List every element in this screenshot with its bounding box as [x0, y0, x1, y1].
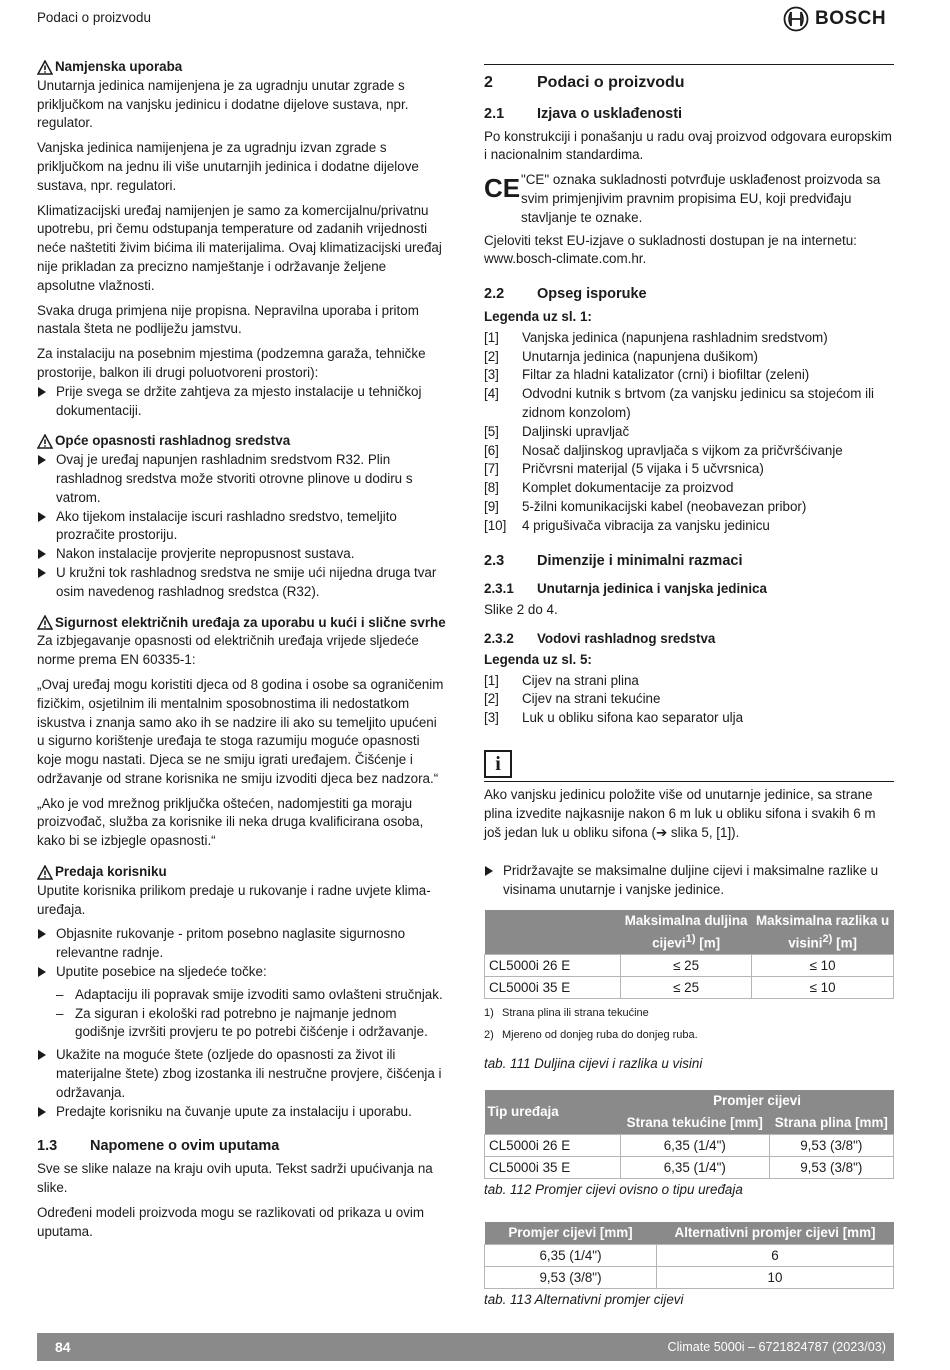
- table-header-max-length: [621, 910, 752, 955]
- legend-item: [484, 329, 894, 348]
- list-item: Prije svega se držite zahtjeva za mjesto instalacije u tehničkoj dokumentaciji.: [37, 383, 447, 421]
- legend-text: Komplet dokumentacije za proizvod: [522, 480, 734, 496]
- section-title: Podaci o proizvodu: [537, 74, 685, 91]
- bosch-armature-icon: [783, 6, 809, 32]
- legend-list: [484, 672, 894, 728]
- section-heading-2-3: [484, 552, 894, 571]
- list-item: Ako tijekom instalacije iscuri rashladno sredstvo, temeljito prozračite prostoriju.: [37, 508, 447, 546]
- legend-item: [484, 672, 894, 691]
- legend-list: [484, 329, 894, 536]
- warning-icon: [37, 60, 53, 75]
- paragraph: Određeni modeli proizvoda mogu se razlikovati od prikaza u ovim uputama.: [37, 1204, 425, 1239]
- list-item: Pridržavajte se maksimalne duljine cijevi i maksimalne razlike u visinama unutarnje i vanjske jedinice.: [484, 862, 894, 900]
- table-header-liquid-side: Strana tekućine [mm]: [621, 1112, 770, 1135]
- legend-item: [484, 709, 894, 728]
- table-row: [485, 955, 894, 977]
- legend-item: [484, 442, 894, 461]
- legend-text: Filtar za hladni katalizator (crni) i biofiltar (zeleni): [522, 367, 810, 383]
- table-row: [485, 1244, 894, 1266]
- warning-heading-refrigerant: [37, 432, 447, 451]
- legend-text: Daljinski upravljač: [522, 423, 630, 439]
- bullet-list: [37, 383, 447, 421]
- section-heading-1-3: [37, 1137, 447, 1156]
- legend-item: [484, 460, 894, 479]
- legend-item: [484, 690, 894, 709]
- legend-text: Nosač daljinskog upravljača s vijkom za pričvršćivanje: [522, 442, 843, 458]
- list-item-text: Uputite posebice na sljedeće točke:: [56, 964, 267, 980]
- list-item: Ovaj je uređaj napunjen rashladnim sredstvom R32. Plin rashladnog sredstva može stvoriti otrovne plinove u dodiru s vatrom.: [37, 451, 447, 507]
- header-text: visini: [788, 935, 823, 951]
- info-box: [484, 746, 894, 782]
- legend-key: [3]: [484, 367, 499, 383]
- table-caption: tab. 111 Duljina cijevi i razlika u visini: [484, 1056, 703, 1072]
- section-number: 2.1: [484, 105, 505, 122]
- bosch-logo: [783, 6, 886, 32]
- right-column: [484, 64, 894, 1326]
- legend-key: [8]: [484, 480, 499, 496]
- paragraph: „Ovaj uređaj mogu koristiti djeca od 8 godina i osobe sa ograničenim fizičkim, osjetilnim ili mentalnim sposobnostima ili nedostatkom iskustva i znanja samo ako ih se nadzire ili ako su temeljito upućeni u sigurno korištenje uređaja te stoga razumiju moguće opasnosti koje mogu nastati. Djeca se ne smiju igrati uređajem. Čišćenje i održavanje od strane korisnika ne smiju izvoditi djeca bez nadzora.“: [37, 676, 444, 786]
- page-footer: [37, 1333, 894, 1361]
- table-113: [484, 1222, 894, 1289]
- legend-title: Legenda uz sl. 5:: [484, 651, 592, 667]
- paragraph: Slike 2 do 4.: [484, 602, 558, 618]
- legend-key: [5]: [484, 423, 499, 439]
- paragraph: „Ako je vod mrežnog priključka oštećen, nadomjestiti ga moraju proizvođač, služba za korisnike ili neka druga kvalificirana osoba, kako bi se izbjegle opasnosti.“: [37, 795, 424, 849]
- list-item: Objasnite rukovanje - pritom posebno naglasite sigurnosno relevantne radnje.: [37, 925, 447, 963]
- list-item: Predajte korisniku na čuvanje upute za instalaciju i uporabu.: [37, 1103, 447, 1122]
- table-cell: 9,53 (3/8"): [485, 1266, 657, 1288]
- section-number: 2: [484, 74, 493, 91]
- paragraph: Svaka druga primjena nije propisna. Nepravilna uporaba i pritom nastala šteta ne podliježu jamstvu.: [37, 302, 419, 337]
- info-icon: i: [484, 750, 512, 778]
- section-title: Unutarnja jedinica i vanjska jedinica: [537, 581, 767, 597]
- section-number: 1.3: [37, 1138, 58, 1155]
- ce-block: [484, 171, 894, 227]
- legend-item: [484, 385, 894, 423]
- header-text: cijevi: [652, 935, 686, 951]
- section-title: Dimenzije i minimalni razmaci: [537, 552, 743, 569]
- warning-heading-intended-use: [37, 58, 447, 77]
- legend-title: Legenda uz sl. 1:: [484, 308, 592, 324]
- paragraph: Za izbjegavanje opasnosti od električnih uređaja vrijede sljedeće norme prema EN 60335-1:: [37, 633, 419, 668]
- table-header-alt-diameter: Alternativni promjer cijevi [mm]: [657, 1222, 894, 1245]
- paragraph: Vanjska jedinica namijenjena je za ugradnju izvan zgrade s priključkom na jednu ili više unutarnjih jedinica i dodatne dijelove sustava, npr. regulatori.: [37, 140, 419, 193]
- dash-item: – Za siguran i ekološki rad potrebno je najmanje jednom godišnje izvršiti provjeru te po potrebi čišćenje i održavanje.: [37, 1005, 447, 1043]
- table-cell: 6,35 (1/4"): [485, 1244, 657, 1266]
- table-header-max-height: [752, 910, 894, 955]
- section-heading-2-3-2: [484, 630, 894, 649]
- legend-text: 4 prigušivača vibracija za vanjsku jedinicu: [522, 517, 770, 533]
- bullet-list: [37, 1046, 447, 1121]
- legend-key: [10]: [484, 517, 507, 533]
- legend-key: [6]: [484, 442, 499, 458]
- footnote-text: Strana plina ili strana tekućine: [502, 1007, 649, 1020]
- legend-item: [484, 423, 894, 442]
- legend-key: [1]: [484, 672, 499, 688]
- left-column: [37, 58, 447, 1247]
- list-item: Ukažite na moguće štete (ozljede do opasnosti za život ili materijalne štete) zbog izostanka ili nestručne provjere, čišćenja i održavanja.: [37, 1046, 447, 1102]
- legend-text: Unutarnja jedinica (napunjena dušikom): [522, 348, 758, 364]
- footnote-key: 2): [484, 1029, 494, 1042]
- legend-key: [7]: [484, 461, 499, 477]
- table-cell: CL5000i 35 E: [485, 977, 621, 999]
- paragraph: Unutarnja jedinica namijenjena je za ugradnju unutar zgrade s priključkom na vanjsku jedinicu i dodatne dijelove sustava, npr. regulator.: [37, 77, 409, 131]
- warning-icon: [37, 434, 53, 449]
- table-caption: tab. 112 Promjer cijevi ovisno o tipu uređaja: [484, 1182, 743, 1198]
- paragraph: Uputite korisnika prilikom predaje u rukovanje i radne uvjete klima-uređaja.: [37, 882, 431, 917]
- warning-icon: [37, 615, 53, 630]
- section-heading-2: [484, 64, 894, 93]
- legend-text: Vanjska jedinica (napunjena rashladnim sredstvom): [522, 329, 828, 345]
- section-number: 2.3.1: [484, 581, 514, 597]
- heading-text: Opće opasnosti rashladnog sredstva: [55, 433, 291, 449]
- table-row: [485, 1157, 894, 1179]
- section-heading-2-3-1: [484, 580, 894, 599]
- table-header-empty: [485, 910, 621, 955]
- section-title: Vodovi rashladnog sredstva: [537, 630, 716, 646]
- table-cell: ≤ 10: [752, 955, 894, 977]
- footnote-ref: 1): [685, 932, 696, 945]
- page-number: 84: [55, 1338, 71, 1355]
- heading-text: Namjenska uporaba: [55, 59, 183, 74]
- table-cell: 9,53 (3/8"): [769, 1135, 893, 1157]
- section-number: 2.3.2: [484, 630, 514, 646]
- dash-item: – Adaptaciju ili popravak smije izvoditi samo ovlašteni stručnjak.: [37, 986, 447, 1005]
- table-header-pipe-diameter: Promjer cijevi [mm]: [485, 1222, 657, 1245]
- table-cell: CL5000i 26 E: [485, 955, 621, 977]
- table-cell: 6,35 (1/4"): [621, 1157, 770, 1179]
- bullet-list: [37, 925, 447, 981]
- bullet-list: [484, 862, 894, 900]
- heading-text: Predaja korisniku: [55, 864, 167, 880]
- footnote-text: Mjereno od donjeg ruba do donjeg ruba.: [502, 1029, 698, 1042]
- table-cell: CL5000i 26 E: [485, 1135, 621, 1157]
- list-item: Nakon instalacije provjerite nepropusnost sustava.: [37, 545, 447, 564]
- section-number: 2.3: [484, 552, 505, 569]
- paragraph: Po konstrukciji i ponašanju u radu ovaj proizvod odgovara europskim i nacionalnim standardima.: [484, 128, 892, 163]
- warning-heading-electrical-safety: [37, 614, 447, 633]
- table-header-pipe-diameter: Promjer cijevi: [621, 1090, 894, 1112]
- table-111: [484, 910, 894, 999]
- table-row: [485, 1135, 894, 1157]
- section-number: 2.2: [484, 286, 505, 303]
- section-heading-2-2: [484, 285, 894, 304]
- paragraph: Sve se slike nalaze na kraju ovih uputa. Tekst sadrži upućivanja na slike.: [37, 1161, 433, 1196]
- ce-mark-icon: CE: [484, 173, 521, 204]
- table-header-gas-side: Strana plina [mm]: [769, 1112, 893, 1135]
- paragraph: Klimatizacijski uređaj namijenjen je samo za komercijalnu/privatnu upotrebu, pri čemu odstupanja temperature od zadanih vrijednosti neće naštetiti živim bićima ili materijalima. Ovaj klimatizacijski uređaj nije prikladan za precizno namještanje i održavanje željene apsolutne vlažnosti.: [37, 202, 442, 293]
- info-text: Ako vanjsku jedinicu položite više od unutarnje jedinice, sa strane plina izvedite najkasnije nakon 6 m luk u obliku sifona i svakih 6 m još jedan luk u obliku sifona (➔ slika 5, [1]).: [484, 786, 876, 840]
- header-text: [m]: [695, 935, 721, 951]
- footnote: [484, 1028, 894, 1043]
- list-item: U kružni tok rashladnog sredstva ne smije ući nijedna druga tvar osim navedenog rashladnog sredstca (R32).: [37, 564, 447, 602]
- section-title: Izjava o usklađenosti: [537, 105, 683, 122]
- table-cell: ≤ 10: [752, 977, 894, 999]
- legend-key: [3]: [484, 710, 499, 726]
- ce-text: "CE" oznaka sukladnosti potvrđuje usklađenost proizvoda sa svim primjenjivim pravnim propisima EU, koji predviđaju stavljanje te oznake.: [521, 172, 881, 225]
- section-title: Opseg isporuke: [537, 286, 647, 303]
- legend-key: [1]: [484, 329, 499, 345]
- table-cell: ≤ 25: [621, 955, 752, 977]
- table-header-device-type: Tip uređaja: [485, 1090, 621, 1135]
- paragraph: Za instalaciju na posebnim mjestima (podzemna garaža, tehničke prostorije, balkon ili drugi poluotvoreni prostori):: [37, 346, 426, 380]
- brand-name: BOSCH: [815, 7, 887, 29]
- header-text: Maksimalna duljina: [624, 912, 748, 928]
- legend-text: Luk u obliku sifona kao separator ulja: [522, 710, 744, 726]
- footnote-key: 1): [484, 1007, 494, 1020]
- heading-text: Sigurnost električnih uređaja za uporabu u kući i slične svrhe: [55, 614, 446, 630]
- legend-text: 5-žilni komunikacijski kabel (neobavezan pribor): [522, 498, 807, 514]
- table-cell: 6,35 (1/4"): [621, 1135, 770, 1157]
- table-caption: tab. 113 Alternativni promjer cijevi: [484, 1291, 684, 1307]
- table-cell: 9,53 (3/8"): [769, 1157, 893, 1179]
- legend-key: [9]: [484, 498, 499, 514]
- table-cell: 10: [657, 1266, 894, 1288]
- list-item: [37, 963, 447, 982]
- section-heading-2-1: [484, 105, 894, 124]
- legend-text: Pričvrsni materijal (5 vijaka i 5 učvrsnica): [522, 461, 764, 477]
- document-id: Climate 5000i – 6721824787 (2023/03): [667, 1339, 886, 1354]
- table-row: [485, 977, 894, 999]
- warning-icon: [37, 865, 53, 880]
- table-cell: CL5000i 35 E: [485, 1157, 621, 1179]
- table-112: [484, 1090, 894, 1179]
- paragraph: Cjeloviti tekst EU-izjave o sukladnosti dostupan je na internetu: www.bosch-climate.com.hr.: [484, 232, 857, 267]
- legend-item: [484, 348, 894, 367]
- footnote-ref: 2): [822, 932, 833, 945]
- legend-item: [484, 479, 894, 498]
- header-section-title: Podaci o proizvodu: [37, 10, 151, 25]
- footnote: [484, 1006, 894, 1021]
- legend-item: [484, 517, 894, 536]
- legend-key: [2]: [484, 348, 499, 364]
- header-text: [m]: [832, 935, 857, 951]
- legend-item: [484, 498, 894, 517]
- legend-key: [4]: [484, 386, 499, 402]
- legend-text: Odvodni kutnik s brtvom (za vanjsku jedinicu sa stojećom ili zidnom konzolom): [522, 386, 875, 420]
- legend-text: Cijev na strani plina: [522, 672, 639, 688]
- bullet-list: [37, 451, 447, 601]
- section-title: Napomene o ovim uputama: [90, 1138, 280, 1155]
- header-text: Maksimalna razlika u: [755, 912, 890, 928]
- legend-text: Cijev na strani tekućine: [522, 691, 661, 707]
- legend-key: [2]: [484, 691, 499, 707]
- dash-list: [37, 986, 447, 1042]
- legend-item: [484, 366, 894, 385]
- table-cell: 6: [657, 1244, 894, 1266]
- table-row: [485, 1266, 894, 1288]
- table-cell: ≤ 25: [621, 977, 752, 999]
- warning-heading-handover: [37, 863, 447, 882]
